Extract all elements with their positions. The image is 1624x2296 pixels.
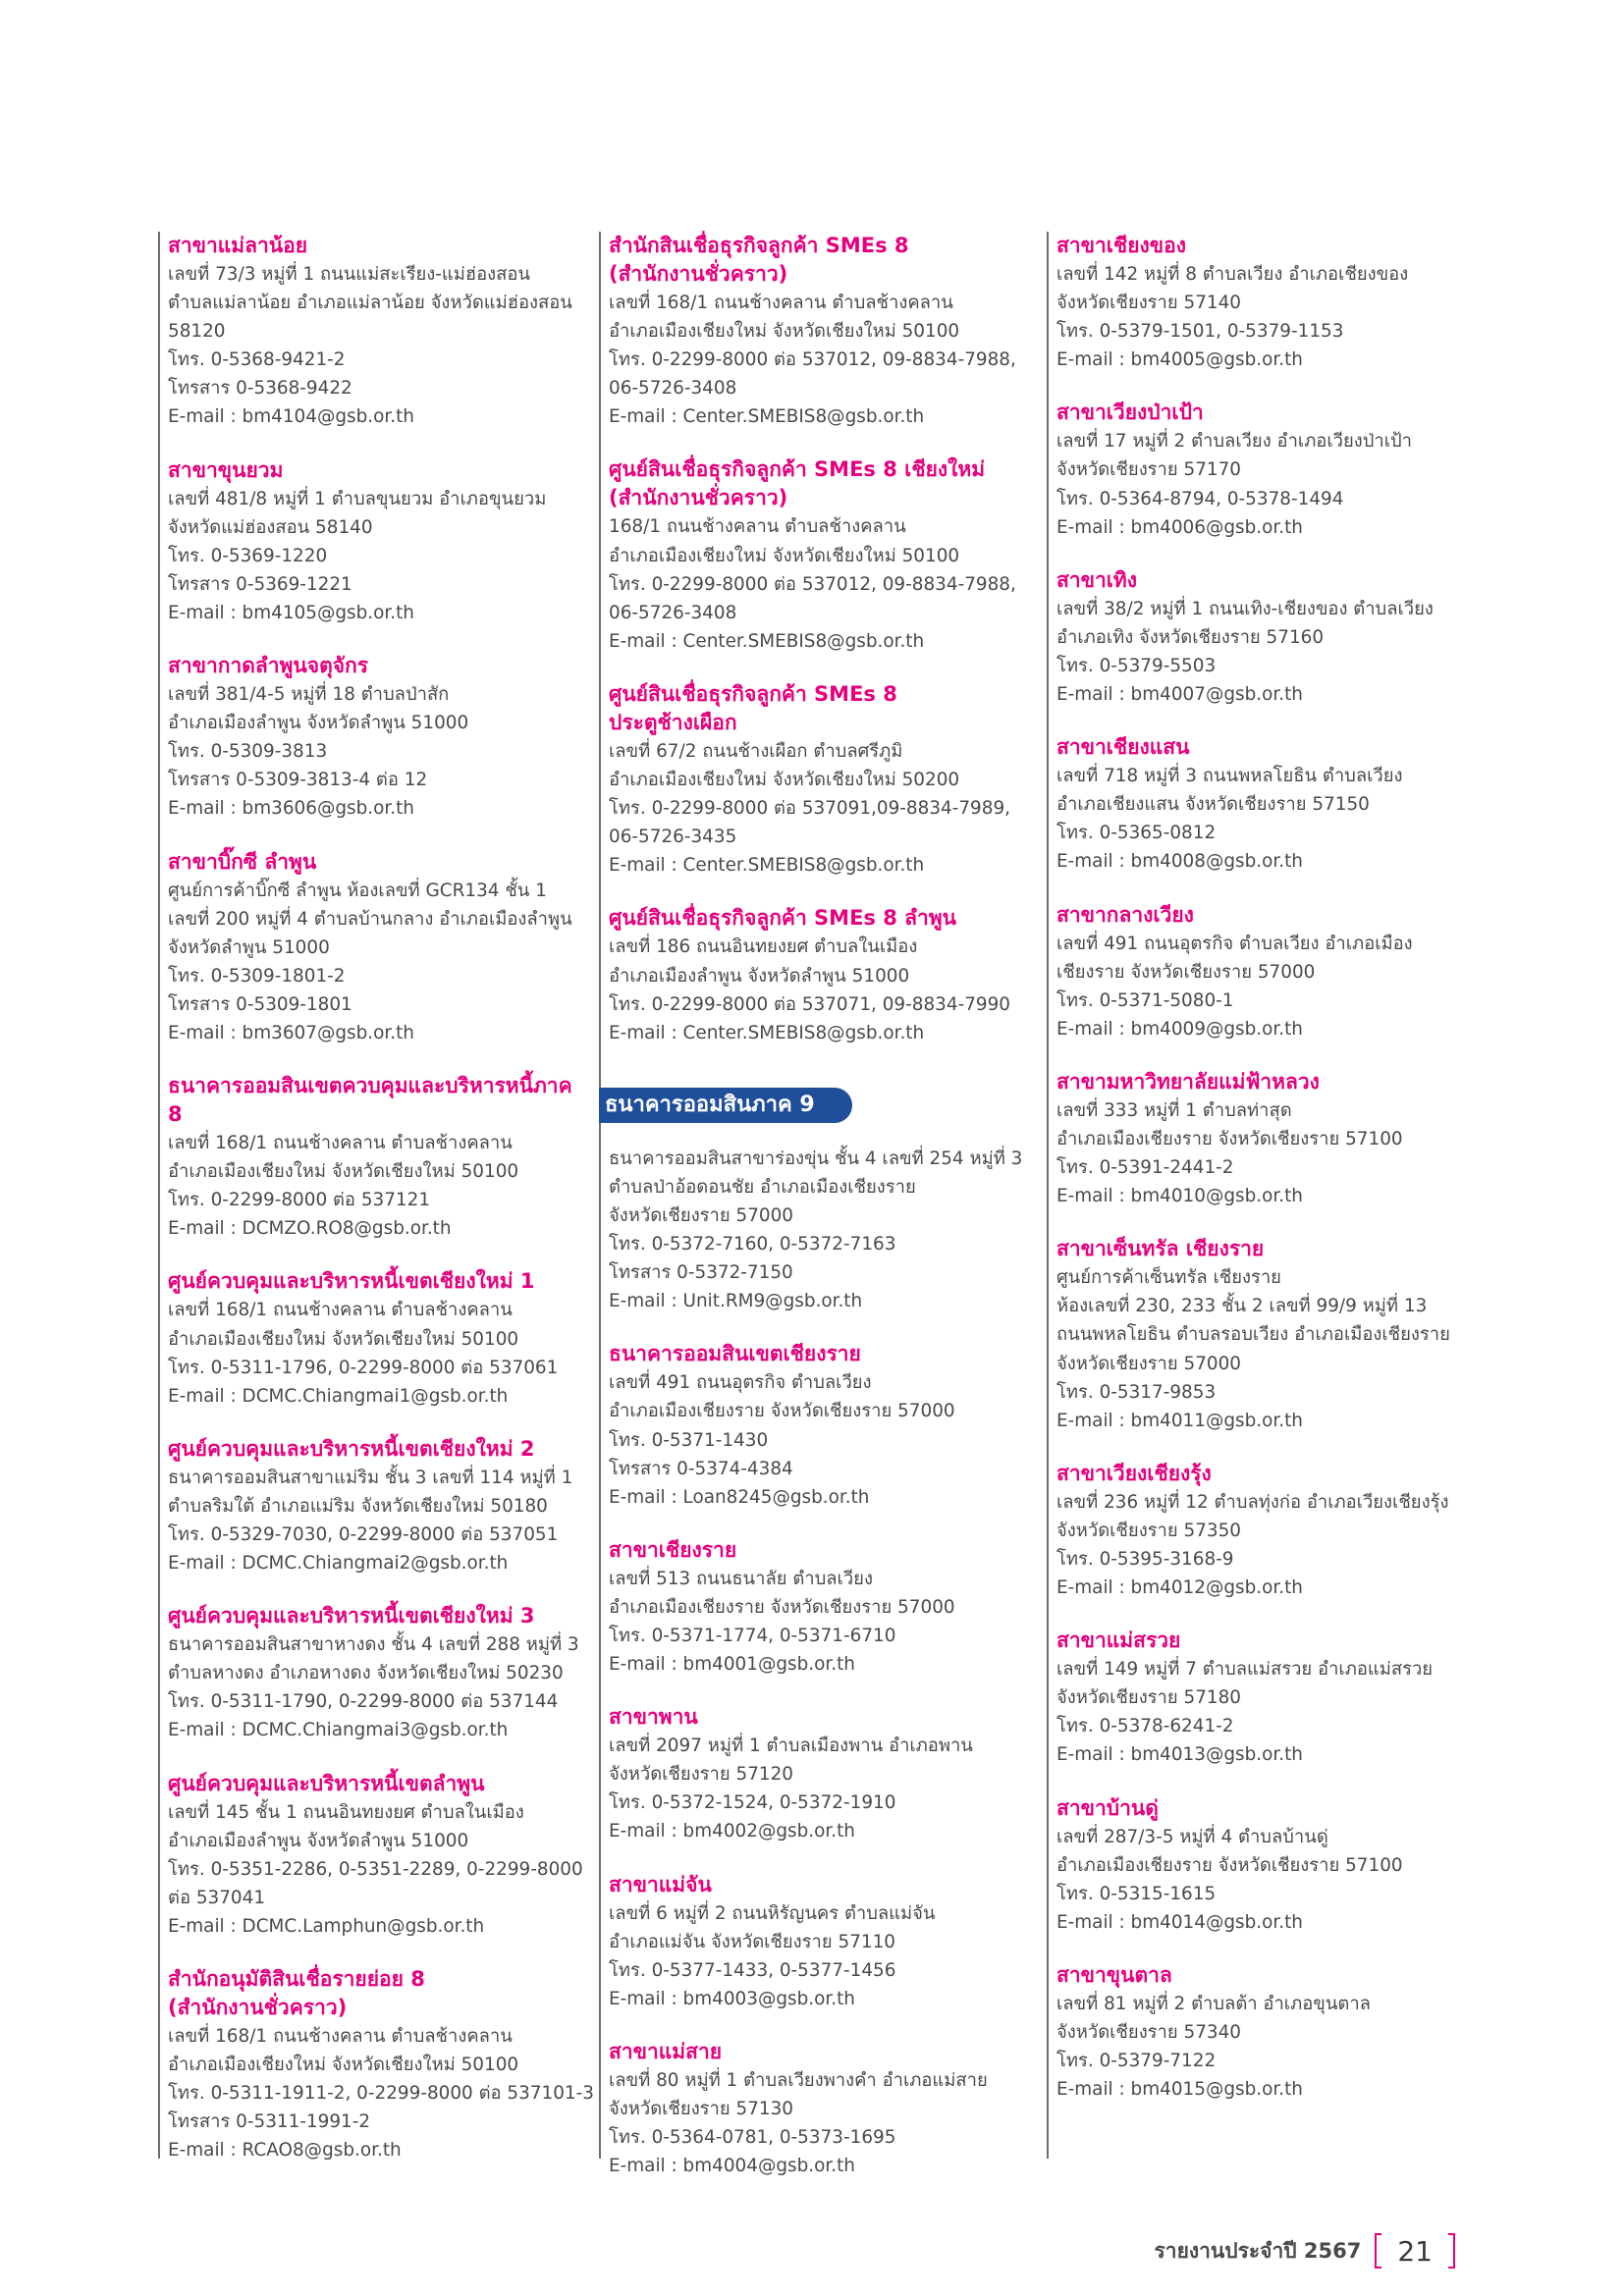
branch-detail-line: โทร. 0-5329-7030, 0-2299-8000 ต่อ 537051 xyxy=(168,1524,559,1545)
branch-detail-line: เลขที่ 6 หมู่ที่ 2 ถนนหิรัญนคร ตำบลแม่จัน xyxy=(609,1902,936,1924)
branch-detail-line: โทร. 0-5371-1774, 0-5371-6710 xyxy=(609,1626,896,1646)
branch-title: (สำนักงานชั่วคราว) xyxy=(168,1996,348,2020)
branch-detail-line: อำเภอเมืองเชียงใหม่ จังหวัดเชียงใหม่ 50200 xyxy=(609,770,960,791)
branch-detail-line: 58120 xyxy=(168,321,226,343)
branch-email: E-mail : Center.SMEBIS8@gsb.or.th xyxy=(609,855,925,877)
branch-entry xyxy=(1056,1961,1479,2104)
branch-title: สำนักสินเชื่อธุรกิจลูกค้า SMEs 8 xyxy=(609,234,909,257)
branch-detail-line: โทร. 0-5364-0781, 0-5373-1695 xyxy=(609,2127,896,2149)
report-title: รายงานประจำปี 2567 xyxy=(1154,2238,1362,2263)
branch-detail-line: โทรสาร 0-5374-4384 xyxy=(609,1458,793,1479)
branch-title: ศูนย์ควบคุมและบริหารหนี้เขตเชียงใหม่ 1 xyxy=(168,1269,535,1294)
branch-detail-line: จังหวัดเชียงราย 57350 xyxy=(1056,1520,1242,1541)
branch-detail-line: เลขที่ 67/2 ถนนช้างเผือก ตำบลศรีภูมิ xyxy=(609,740,903,762)
branch-email: E-mail : bm4008@gsb.or.th xyxy=(1056,851,1303,873)
branch-email: E-mail : bm4002@gsb.or.th xyxy=(609,1821,855,1842)
branch-email: E-mail : bm4010@gsb.or.th xyxy=(1056,1186,1303,1207)
branch-email: E-mail : bm4001@gsb.or.th xyxy=(609,1654,855,1676)
branch-title: สาขาเชียงราย xyxy=(609,1537,737,1562)
branch-entry xyxy=(609,232,1039,431)
branch-detail-line: โทร. 0-5379-5503 xyxy=(1056,655,1217,676)
branch-detail-line: โทร. 0-5372-7160, 0-5372-7163 xyxy=(609,1234,896,1255)
branch-entry xyxy=(168,652,590,823)
branch-detail-line: เลขที่ 17 หมู่ที่ 2 ตำบลเวียง อำเภอเวียงป่าเป้า xyxy=(1056,431,1413,453)
branch-detail-line: เลขที่ 142 หมู่ที่ 8 ตำบลเวียง อำเภอเชียงของ xyxy=(1056,264,1409,285)
branch-detail-line: โทร. 0-2299-8000 ต่อ 537091,09-8834-7989, xyxy=(609,798,1011,820)
branch-email: E-mail : Center.SMEBIS8@gsb.or.th xyxy=(609,1022,925,1043)
branch-title: สาขาเชียงของ xyxy=(1056,234,1186,257)
branch-detail-line: จังหวัดเชียงราย 57130 xyxy=(609,2099,794,2120)
branch-email: E-mail : Center.SMEBIS8@gsb.or.th xyxy=(609,406,925,428)
branch-detail-line: 06-5726-3408 xyxy=(609,378,737,400)
branch-detail-line: อำเภอเมืองเชียงใหม่ จังหวัดเชียงใหม่ 50100 xyxy=(609,545,960,566)
branch-detail-line: จังหวัดเชียงราย 57340 xyxy=(1056,2022,1242,2044)
section-tab: ธนาคารออมสินภาค 9 xyxy=(599,1088,852,1123)
branch-detail-line: โทร. 0-5378-6241-2 xyxy=(1056,1716,1234,1737)
branch-detail-line: โทรสาร 0-5309-3813-4 ต่อ 12 xyxy=(168,770,428,791)
branch-detail-line: เลขที่ 513 ถนนธนาลัย ตำบลเวียง xyxy=(609,1568,873,1589)
branch-detail-line: โทร. 0-5369-1220 xyxy=(168,545,328,566)
branch-detail-line: อำเภอเมืองเชียงราย จังหวัดเชียงราย 57100 xyxy=(1056,1128,1403,1149)
branch-title: ศูนย์ควบคุมและบริหารหนี้เขตลำพูน xyxy=(168,1771,485,1795)
branch-detail-line: อำเภอเชียงแสน จังหวัดเชียงราย 57150 xyxy=(1056,794,1370,816)
branch-title: สาขาบ้านดู่ xyxy=(1056,1795,1159,1820)
branch-detail-line: จังหวัดเชียงราย 57000 xyxy=(1056,1353,1242,1374)
branch-detail-line: เลขที่ 168/1 ถนนช้างคลาน ตำบลช้างคลาน xyxy=(609,293,953,313)
branch-detail-line: โทร. 0-2299-8000 ต่อ 537121 xyxy=(168,1190,431,1211)
left-bracket-icon xyxy=(1375,2233,1381,2269)
branch-email: E-mail : bm4104@gsb.or.th xyxy=(168,406,414,428)
branch-detail-line: เลขที่ 2097 หมู่ที่ 1 ตำบลเมืองพาน อำเภอพาน xyxy=(609,1735,973,1757)
branch-email: E-mail : bm4105@gsb.or.th xyxy=(168,602,414,623)
branch-detail-line: โทร. 0-5372-1524, 0-5372-1910 xyxy=(609,1792,896,1814)
branch-email: E-mail : bm4006@gsb.or.th xyxy=(1056,516,1303,538)
branch-title: สำนักอนุมัติสินเชื่อรายย่อย 8 xyxy=(168,1967,425,1992)
branch-title: ศูนย์สินเชื่อธุรกิจลูกค้า SMEs 8 ลำพูน xyxy=(609,906,957,931)
branch-entry xyxy=(168,1602,590,1744)
branch-detail-line: เชียงราย จังหวัดเชียงราย 57000 xyxy=(1056,961,1316,983)
branch-entry xyxy=(168,1267,590,1410)
branch-detail-line: จังหวัดแม่ฮ่องสอน 58140 xyxy=(168,516,373,538)
branch-entry xyxy=(1056,232,1479,374)
branch-detail-line: ตำบลหางดง อำเภอหางดง จังหวัดเชียงใหม่ 50230 xyxy=(168,1663,564,1684)
page-number: 21 xyxy=(1397,2234,1433,2268)
branch-detail-line: เลขที่ 168/1 ถนนช้างคลาน ตำบลช้างคลาน xyxy=(168,2026,513,2048)
branch-detail-line: เลขที่ 73/3 หมู่ที่ 1 ถนนแม่สะเรียง-แม่ฮ่องสอน xyxy=(168,264,530,285)
column-1 xyxy=(158,232,594,2162)
branch-email: E-mail : bm4003@gsb.or.th xyxy=(609,1988,855,2009)
branch-entry xyxy=(609,455,1039,655)
branch-entry xyxy=(1056,1627,1479,1769)
branch-email: E-mail : DCMC.Chiangmai3@gsb.or.th xyxy=(168,1720,509,1741)
branch-title: ศูนย์สินเชื่อธุรกิจลูกค้า SMEs 8 เชียงใหม่ xyxy=(609,457,986,482)
branch-email: E-mail : DCMZO.RO8@gsb.or.th xyxy=(168,1218,452,1240)
branch-detail-line: โทร. 0-2299-8000 ต่อ 537012, 09-8834-7988, xyxy=(609,573,1016,595)
branch-title: ศูนย์ควบคุมและบริหารหนี้เขตเชียงใหม่ 3 xyxy=(168,1604,535,1629)
branch-detail-line: ศูนย์การค้าบิ๊กซี ลำพูน ห้องเลขที่ GCR134 ชั้น 1 xyxy=(168,880,547,901)
branch-detail-line: จังหวัดเชียงราย 57140 xyxy=(1056,293,1242,314)
branch-detail-line: ถนนพหลโยธิน ตำบลรอบเวียง อำเภอเมืองเชียงราย xyxy=(1056,1324,1450,1346)
branch-detail-line: จังหวัดเชียงราย 57180 xyxy=(1056,1687,1242,1709)
branch-title: สาขาขุนตาล xyxy=(1056,1962,1172,1987)
branch-detail-line: อำเภอเมืองเชียงใหม่ จังหวัดเชียงใหม่ 50100 xyxy=(168,1328,519,1350)
branch-detail-line: โทร. 0-5377-1433, 0-5377-1456 xyxy=(609,1959,896,1981)
branch-detail-line: โทร. 0-5391-2441-2 xyxy=(1056,1157,1234,1179)
branch-detail-line: อำเภอเมืองเชียงราย จังหวัดเชียงราย 57000 xyxy=(609,1596,955,1618)
branch-title: สาขาพาน xyxy=(609,1705,698,1730)
branch-email: E-mail : RCAO8@gsb.or.th xyxy=(168,2140,402,2162)
branch-title: ธนาคารออมสินเขตเชียงราย xyxy=(609,1342,861,1366)
branch-detail-line: อำเภอเมืองลำพูน จังหวัดลำพูน 51000 xyxy=(609,965,910,987)
branch-detail-line: โทร. 0-5311-1911-2, 0-2299-8000 ต่อ 537101-3 xyxy=(168,2083,594,2105)
branch-detail-line: จังหวัดเชียงราย 57120 xyxy=(609,1764,794,1786)
branch-detail-line: ตำบลป่าอ้อดอนชัย อำเภอเมืองเชียงราย xyxy=(609,1176,916,1198)
branch-title: สาขาขุนยวม xyxy=(168,457,284,482)
branch-detail-line: โทร. 0-5311-1790, 0-2299-8000 ต่อ 537144 xyxy=(168,1691,559,1713)
branch-entry xyxy=(168,1435,590,1577)
branch-entry xyxy=(168,232,590,432)
branch-title: สาขาแม่จัน xyxy=(609,1872,712,1896)
branch-entry xyxy=(609,1871,1039,2013)
branch-detail-line: เลขที่ 186 ถนนอินทยงยศ ตำบลในเมือง xyxy=(609,936,918,958)
branch-email: E-mail : bm3607@gsb.or.th xyxy=(168,1022,414,1043)
branch-detail-line: จังหวัดเชียงราย 57000 xyxy=(609,1204,794,1226)
branch-email: E-mail : bm4007@gsb.or.th xyxy=(1056,684,1303,706)
branch-detail-line: เลขที่ 145 ชั้น 1 ถนนอินทยงยศ ตำบลในเมือง xyxy=(168,1801,524,1823)
branch-detail-line: จังหวัดเชียงราย 57170 xyxy=(1056,459,1242,481)
branch-email: E-mail : bm4015@gsb.or.th xyxy=(1056,2079,1303,2101)
branch-detail-line: ตำบลริมใต้ อำเภอแม่ริม จังหวัดเชียงใหม่ 50180 xyxy=(168,1495,548,1517)
branch-detail-line: เลขที่ 491 ถนนอุตรกิจ ตำบลเวียง อำเภอเมือง xyxy=(1056,933,1413,954)
branch-detail-line: เลขที่ 81 หมู่ที่ 2 ตำบลต้า อำเภอขุนตาล xyxy=(1056,1993,1371,2014)
branch-entry xyxy=(609,1340,1039,1511)
branch-entry xyxy=(1056,1794,1479,1937)
branch-detail-line: โทรสาร 0-5372-7150 xyxy=(609,1262,793,1284)
branch-detail-line: โทร. 0-2299-8000 ต่อ 537071, 09-8834-7990 xyxy=(609,993,1011,1015)
branch-detail-line: เลขที่ 491 ถนนอุตรกิจ ตำบลเวียง xyxy=(609,1372,872,1394)
branch-detail-line: โทรสาร 0-5369-1221 xyxy=(168,573,352,595)
branch-entry xyxy=(168,1965,594,2164)
branch-entry xyxy=(609,1703,1039,1845)
branch-entry xyxy=(1056,901,1479,1043)
branch-detail-line: โทรสาร 0-5368-9422 xyxy=(168,378,352,400)
column-2 xyxy=(599,232,1039,2177)
branch-detail-line: โทร. 0-5309-3813 xyxy=(168,741,328,763)
branch-entry xyxy=(1056,399,1479,541)
branch-entry xyxy=(1056,1235,1479,1435)
branch-detail-line: ต่อ 537041 xyxy=(168,1887,266,1908)
branch-detail-line: โทร. 0-5315-1615 xyxy=(1056,1883,1217,1904)
branch-detail-line: เลขที่ 287/3-5 หมู่ที่ 4 ตำบลบ้านดู่ xyxy=(1056,1826,1328,1847)
right-bracket-icon xyxy=(1448,2233,1455,2269)
branch-email: E-mail : bm4014@gsb.or.th xyxy=(1056,1911,1303,1933)
branch-title: สาขาเวียงเชียงรุ้ง xyxy=(1056,1461,1212,1485)
branch-email: E-mail : Unit.RM9@gsb.or.th xyxy=(609,1291,863,1312)
branch-title: ธนาคารออมสินเขตควบคุมและบริหารหนี้ภาค 8 xyxy=(168,1074,572,1127)
branch-detail-line: 06-5726-3435 xyxy=(609,827,737,848)
branch-detail-line: ธนาคารออมสินสาขาหางดง ชั้น 4 เลขที่ 288 หมู่ที่ 3 xyxy=(168,1634,579,1656)
branch-title: สาขากลางเวียง xyxy=(1056,902,1194,927)
branch-detail-line: อำเภอเมืองเชียงใหม่ จังหวัดเชียงใหม่ 50100 xyxy=(168,1161,519,1183)
branch-entry xyxy=(609,1145,1039,1316)
branch-detail-line: ธนาคารออมสินสาขาแม่ริม ชั้น 3 เลขที่ 114 หมู่ที่ 1 xyxy=(168,1467,573,1488)
branch-detail-line: โทร. 0-5379-7122 xyxy=(1056,2051,1217,2072)
branch-email: E-mail : bm4005@gsb.or.th xyxy=(1056,349,1303,371)
branch-detail-line: ห้องเลขที่ 230, 233 ชั้น 2 เลขที่ 99/9 หมู่ที่ 13 xyxy=(1056,1296,1428,1317)
branch-email: E-mail : Center.SMEBIS8@gsb.or.th xyxy=(609,630,925,652)
branch-title: สาขาแม่สรวย xyxy=(1056,1629,1181,1653)
branch-title: (สำนักงานชั่วคราว) xyxy=(609,262,788,286)
branch-detail-line: 168/1 ถนนช้างคลาน ตำบลช้างคลาน xyxy=(609,516,906,538)
branch-detail-line: อำเภอเมืองเชียงราย จังหวัดเชียงราย 57100 xyxy=(1056,1854,1403,1876)
branch-detail-line: เลขที่ 236 หมู่ที่ 12 ตำบลทุ่งก่อ อำเภอเวียงเชียงรุ้ง xyxy=(1056,1491,1449,1513)
page-footer xyxy=(1155,2228,1456,2273)
branch-detail-line: จังหวัดลำพูน 51000 xyxy=(168,936,330,958)
branch-title: สาขาเชียงแสน xyxy=(1056,735,1190,760)
branch-email: E-mail : bm4004@gsb.or.th xyxy=(609,2156,855,2177)
branch-entry xyxy=(168,456,590,627)
branch-detail-line: โทร. 0-2299-8000 ต่อ 537012, 09-8834-7988, xyxy=(609,349,1016,371)
branch-detail-line: โทร. 0-5379-1501, 0-5379-1153 xyxy=(1056,321,1344,343)
branch-title: (สำนักงานชั่วคราว) xyxy=(609,486,788,510)
branch-entry xyxy=(609,904,1039,1046)
branch-title: สาขาเวียงป่าเป้า xyxy=(1056,400,1204,425)
branch-detail-line: ธนาคารออมสินสาขาร่องขุ่น ชั้น 4 เลขที่ 254 หมู่ที่ 3 xyxy=(609,1148,1023,1169)
branch-detail-line: อำเภอเมืองเชียงใหม่ จังหวัดเชียงใหม่ 50100 xyxy=(168,2055,519,2076)
branch-entry xyxy=(1056,566,1479,709)
branch-detail-line: โทร. 0-5371-5080-1 xyxy=(1056,989,1234,1011)
branch-detail-line: 06-5726-3408 xyxy=(609,602,737,623)
branch-detail-line: เลขที่ 168/1 ถนนช้างคลาน ตำบลช้างคลาน xyxy=(168,1300,513,1321)
branch-detail-line: โทร. 0-5351-2286, 0-5351-2289, 0-2299-8000 xyxy=(168,1858,583,1880)
branch-detail-line: เลขที่ 149 หมู่ที่ 7 ตำบลแม่สรวย อำเภอแม่สรวย xyxy=(1056,1659,1434,1681)
branch-title: สาขาเซ็นทรัล เชียงราย xyxy=(1056,1237,1265,1261)
branch-detail-line: อำเภอเมืองลำพูน จังหวัดลำพูน 51000 xyxy=(168,1830,469,1851)
branch-detail-line: เลขที่ 38/2 หมู่ที่ 1 ถนนเทิง-เชียงของ ตำบลเวียง xyxy=(1056,598,1434,619)
branch-detail-line: ตำบลแม่ลาน้อย อำเภอแม่ลาน้อย จังหวัดแม่ฮ่องสอน xyxy=(168,293,572,314)
branch-title: สาขาเทิง xyxy=(1056,567,1138,592)
branch-email: E-mail : bm4011@gsb.or.th xyxy=(1056,1410,1303,1431)
branch-detail-line: โทรสาร 0-5311-1991-2 xyxy=(168,2111,371,2133)
branch-entry xyxy=(168,1770,590,1941)
branch-entry xyxy=(1056,1068,1479,1210)
branch-detail-line: โทร. 0-5317-9853 xyxy=(1056,1381,1217,1403)
branch-entry xyxy=(609,680,1039,880)
branch-entry xyxy=(609,1536,1039,1679)
branch-title: ศูนย์ควบคุมและบริหารหนี้เขตเชียงใหม่ 2 xyxy=(168,1436,535,1461)
branch-detail-line: อำเภอเมืองเชียงราย จังหวัดเชียงราย 57000 xyxy=(609,1401,955,1422)
branch-detail-line: เลขที่ 333 หมู่ที่ 1 ตำบลท่าสุด xyxy=(1056,1099,1292,1121)
branch-detail-line: โทร. 0-5364-8794, 0-5378-1494 xyxy=(1056,488,1344,509)
branch-email: E-mail : bm4013@gsb.or.th xyxy=(1056,1744,1303,1766)
branch-email: E-mail : DCMC.Chiangmai1@gsb.or.th xyxy=(168,1385,509,1407)
branch-entry xyxy=(168,848,590,1048)
branch-detail-line: เลขที่ 168/1 ถนนช้างคลาน ตำบลช้างคลาน xyxy=(168,1133,513,1154)
branch-detail-line: โทร. 0-5311-1796, 0-2299-8000 ต่อ 537061 xyxy=(168,1357,559,1378)
branch-detail-line: เลขที่ 718 หมู่ที่ 3 ถนนพหลโยธิน ตำบลเวียง xyxy=(1056,766,1403,787)
branch-detail-line: อำเภอเมืองลำพูน จังหวัดลำพูน 51000 xyxy=(168,713,469,734)
branch-title: สาขาแม่สาย xyxy=(609,2039,723,2063)
branch-entry xyxy=(168,1072,590,1243)
branch-email: E-mail : DCMC.Lamphun@gsb.or.th xyxy=(168,1915,485,1937)
branch-title: ประตูช้างเผือก xyxy=(609,710,737,734)
branch-title: สาขาแม่ลาน้อย xyxy=(168,234,308,257)
branch-entry xyxy=(1056,1460,1479,1602)
branch-detail-line: เลขที่ 481/8 หมู่ที่ 1 ตำบลขุนยวม อำเภอขุนยวม xyxy=(168,488,547,509)
branch-entry xyxy=(1056,733,1479,876)
branch-detail-line: โทร. 0-5309-1801-2 xyxy=(168,965,346,987)
branch-detail-line: โทร. 0-5368-9421-2 xyxy=(168,349,346,371)
branch-detail-line: อำเภอเมืองเชียงใหม่ จังหวัดเชียงใหม่ 50100 xyxy=(609,321,960,343)
branch-detail-line: โทร. 0-5365-0812 xyxy=(1056,823,1217,844)
branch-detail-line: เลขที่ 80 หมู่ที่ 1 ตำบลเวียงพางคำ อำเภอแม่สาย xyxy=(609,2069,988,2091)
branch-detail-line: อำเภอแม่จัน จังหวัดเชียงราย 57110 xyxy=(609,1931,895,1952)
column-3 xyxy=(1047,232,1479,2159)
branch-title: สาขามหาวิทยาลัยแม่ฟ้าหลวง xyxy=(1056,1069,1320,1094)
branch-detail-line: เลขที่ 200 หมู่ที่ 4 ตำบลบ้านกลาง อำเภอเมืองลำพูน xyxy=(168,908,572,930)
branch-email: E-mail : Loan8245@gsb.or.th xyxy=(609,1486,870,1508)
branch-title: สาขากาดลำพูนจตุจักร xyxy=(168,654,369,678)
branch-email: E-mail : bm3606@gsb.or.th xyxy=(168,798,414,820)
branch-email: E-mail : DCMC.Chiangmai2@gsb.or.th xyxy=(168,1553,509,1575)
branch-detail-line: เลขที่ 381/4-5 หมู่ที่ 18 ตำบลป่าสัก xyxy=(168,684,450,706)
branch-email: E-mail : bm4012@gsb.or.th xyxy=(1056,1577,1303,1599)
branch-detail-line: โทร. 0-5395-3168-9 xyxy=(1056,1549,1234,1570)
branch-detail-line: อำเภอเทิง จังหวัดเชียงราย 57160 xyxy=(1056,626,1325,648)
branch-entry xyxy=(609,2038,1039,2180)
branch-detail-line: โทร. 0-5371-1430 xyxy=(609,1429,769,1451)
branch-email: E-mail : bm4009@gsb.or.th xyxy=(1056,1018,1303,1040)
branch-detail-line: ศูนย์การค้าเซ็นทรัล เชียงราย xyxy=(1056,1267,1281,1289)
branch-detail-line: โทรสาร 0-5309-1801 xyxy=(168,993,352,1015)
branch-title: สาขาบิ๊กซี ลำพูน xyxy=(168,849,317,874)
branch-title: ศูนย์สินเชื่อธุรกิจลูกค้า SMEs 8 xyxy=(609,681,897,706)
